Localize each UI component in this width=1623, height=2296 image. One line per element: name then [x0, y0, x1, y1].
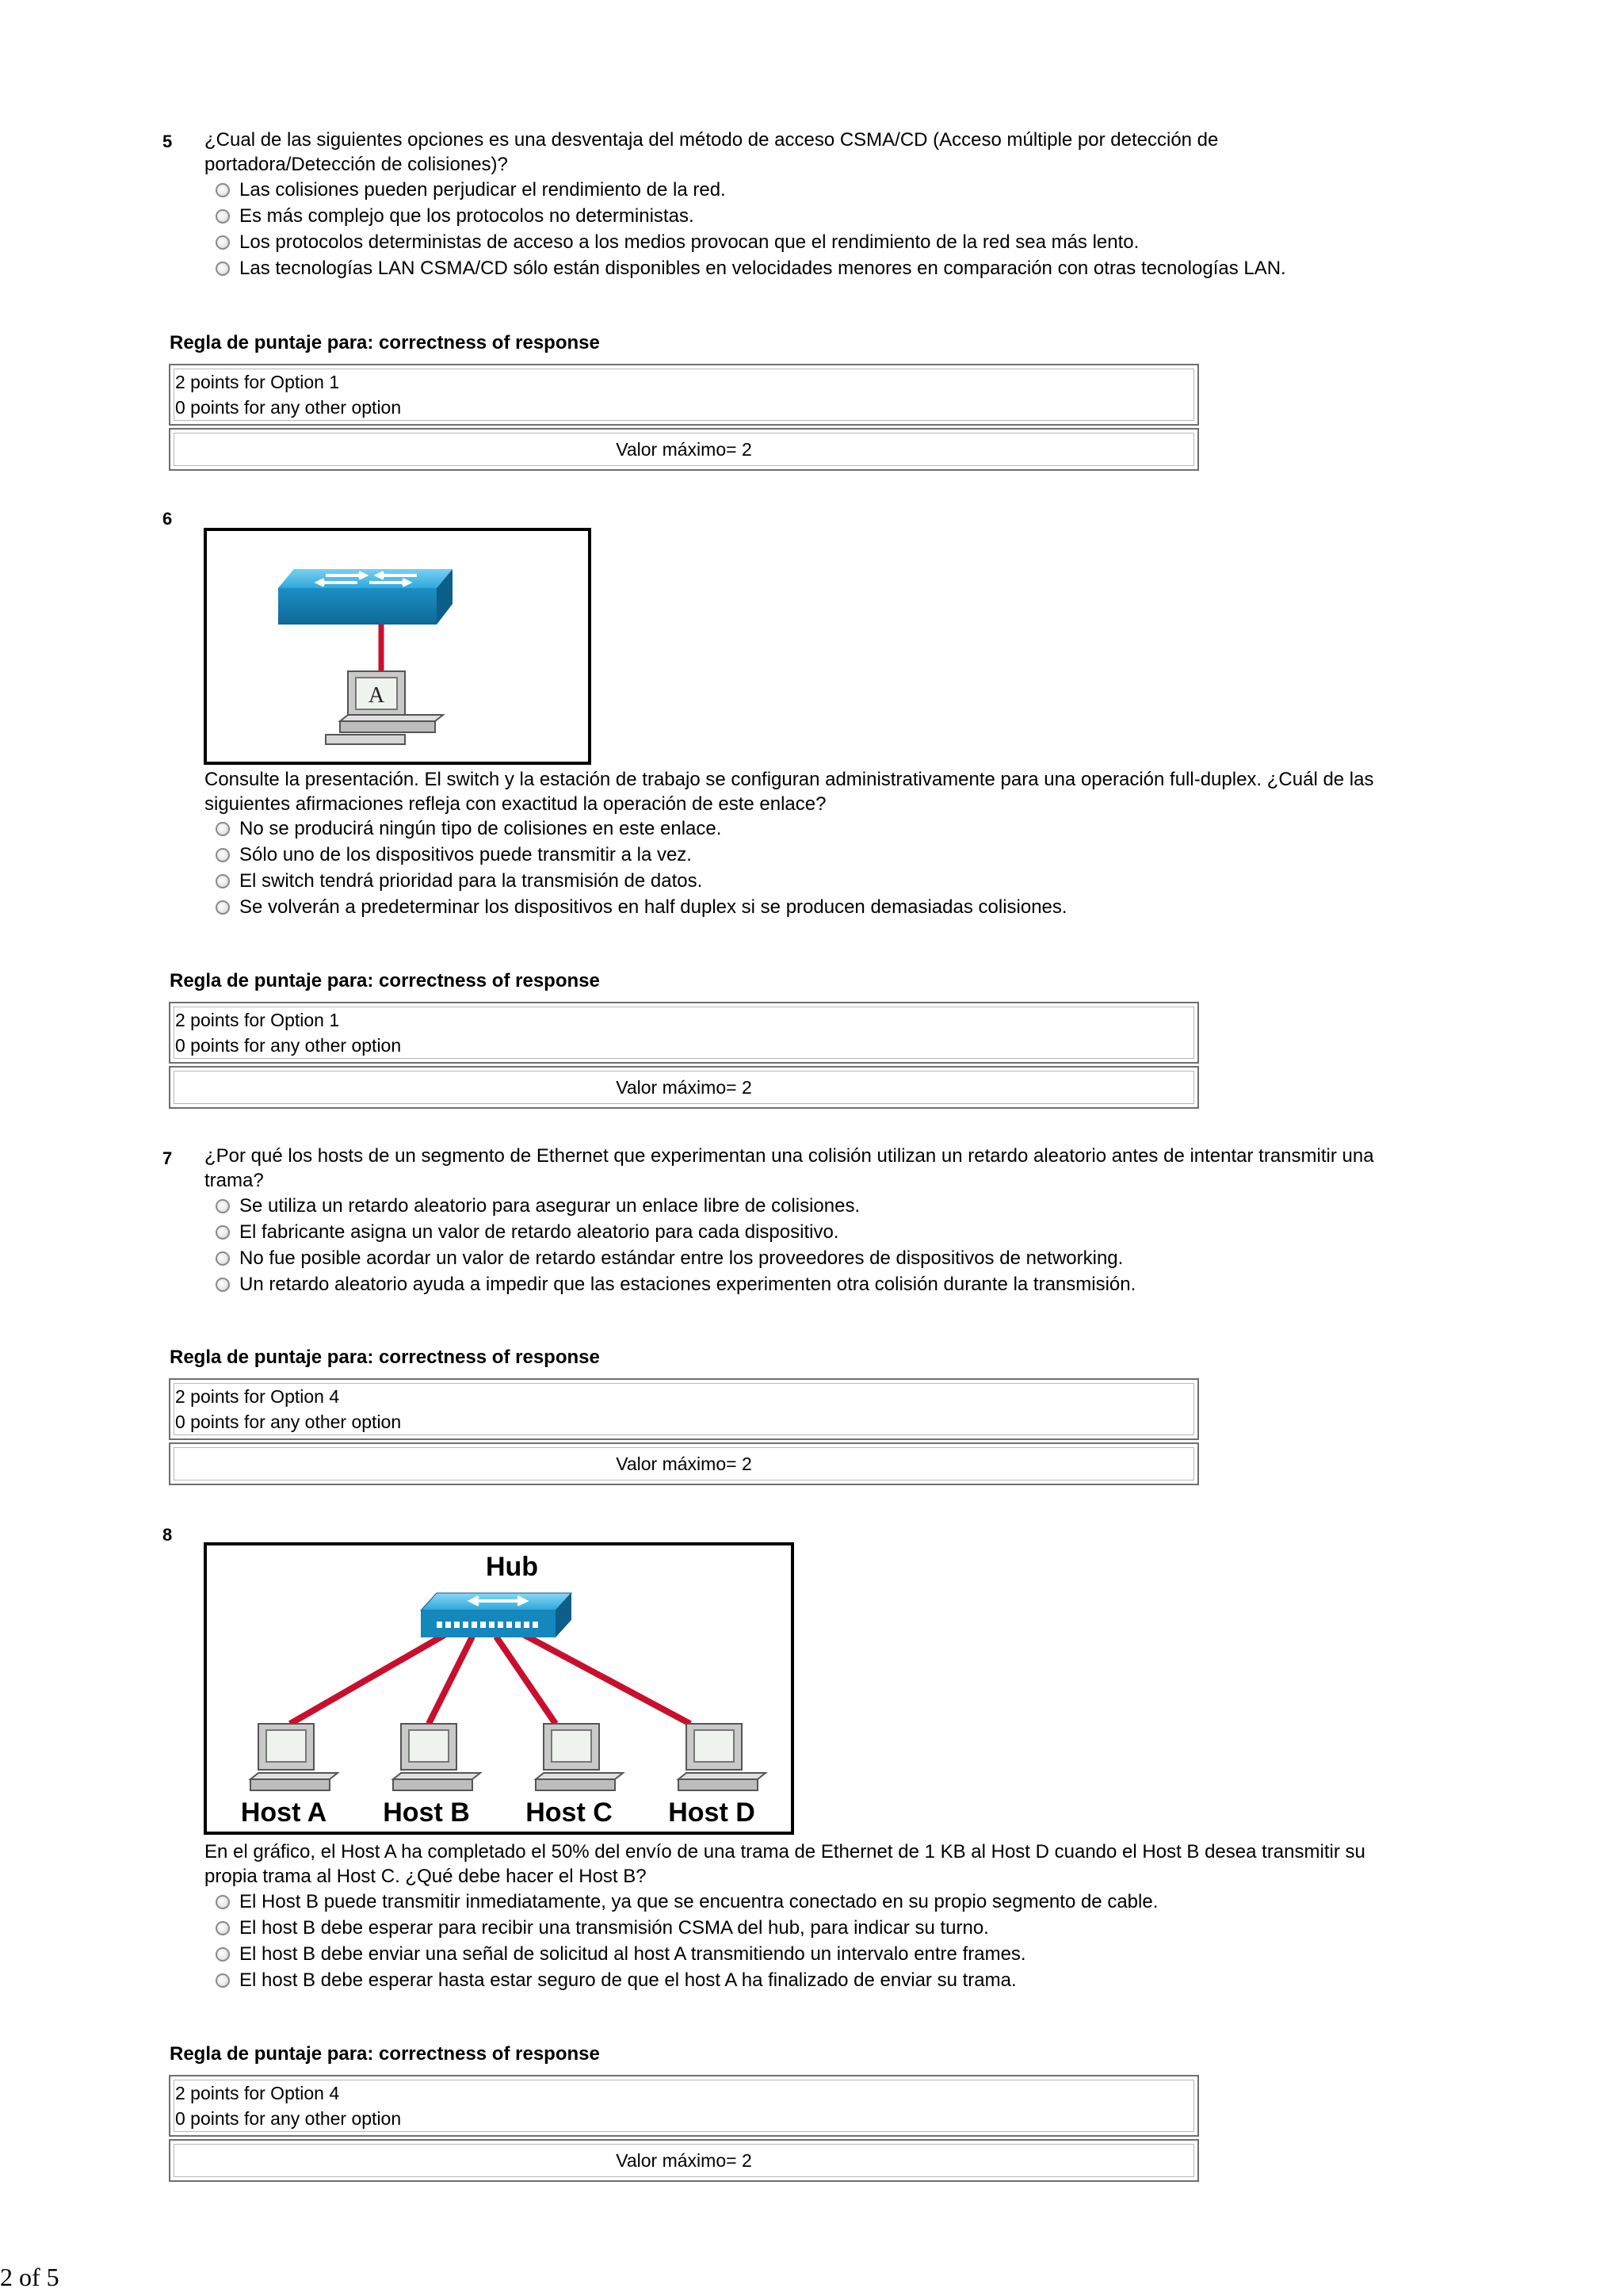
- points-line: 0 points for any other option: [175, 1035, 402, 1056]
- radio-button[interactable]: [216, 1973, 230, 1988]
- max-value: Valor máximo= 2: [616, 2150, 752, 2171]
- option-label: Las colisiones pueden perjudicar el rendimiento de la red.: [239, 179, 726, 201]
- max-value: Valor máximo= 2: [616, 1077, 752, 1098]
- option-4[interactable]: [216, 256, 1286, 281]
- workstation-icon: [326, 671, 443, 744]
- hub-network-diagram: [207, 1545, 791, 1832]
- host-a-label: Host A: [240, 1797, 327, 1828]
- points-line: 0 points for any other option: [175, 397, 402, 418]
- radio-button[interactable]: [216, 235, 230, 250]
- points-line: 2 points for Option 4: [175, 1386, 340, 1407]
- radio-button[interactable]: [216, 1225, 230, 1240]
- page-number: 2 of 5: [0, 2263, 59, 2291]
- question-number: 7: [162, 1148, 173, 1168]
- points-line: 2 points for Option 1: [175, 372, 340, 392]
- radio-button[interactable]: [216, 874, 230, 888]
- cable-host-a: [290, 1633, 449, 1724]
- option-label: Sólo uno de los dispositivos puede transmitir a la vez.: [239, 844, 692, 865]
- hub-icon: [421, 1593, 571, 1637]
- option-label: El host B debe esperar para recibir una transmisión CSMA del hub, para indicar su turno.: [239, 1917, 989, 1939]
- scoring-points-box: [169, 1378, 1199, 1440]
- radio-button[interactable]: [216, 1921, 230, 1935]
- radio-button[interactable]: [216, 209, 230, 223]
- radio-button[interactable]: [216, 1278, 230, 1292]
- option-label: El switch tendrá prioridad para la transmisión de datos.: [239, 870, 703, 892]
- option-label: Se utiliza un retardo aleatorio para asegurar un enlace libre de colisiones.: [239, 1195, 861, 1217]
- scoring-rule-title: Regla de puntaje para: correctness of response: [170, 332, 600, 353]
- option-label: Es más complejo que los protocolos no deterministas.: [239, 205, 694, 227]
- option-label: Los protocolos deterministas de acceso a los medios provocan que el rendimiento de la red sea más lento.: [239, 231, 1140, 253]
- host-b-label: Host B: [383, 1797, 470, 1828]
- question-text: ¿Por qué los hosts de un segmento de Ethernet que experimentan una colisión utilizan un retardo aleatorio antes de intentar transmitir una trama?: [204, 1145, 1374, 1191]
- radio-button[interactable]: [216, 822, 230, 836]
- scoring-points-box: [169, 1002, 1199, 1064]
- hub-network-figure: [204, 1542, 794, 1835]
- option-2[interactable]: [216, 204, 694, 228]
- points-line: 2 points for Option 1: [175, 1010, 340, 1030]
- radio-button[interactable]: [216, 900, 230, 915]
- scoring-points-box: [169, 2075, 1199, 2137]
- radio-button[interactable]: [216, 262, 230, 276]
- max-value-box: [169, 1066, 1199, 1109]
- option-1[interactable]: [216, 816, 721, 841]
- max-value: Valor máximo= 2: [616, 1454, 752, 1474]
- switch-icon: [278, 569, 453, 625]
- question-number: 6: [162, 509, 173, 529]
- option-label: No fue posible acordar un valor de retardo estándar entre los proveedores de dispositivos de networking.: [239, 1247, 1124, 1269]
- max-value: Valor máximo= 2: [616, 439, 752, 460]
- workstation-label: A: [368, 683, 385, 708]
- option-3[interactable]: [216, 1246, 1123, 1270]
- option-4[interactable]: [216, 1272, 1136, 1297]
- scoring-rule-title: Regla de puntaje para: correctness of response: [170, 2043, 600, 2065]
- option-label: No se producirá ningún tipo de colisiones en este enlace.: [239, 818, 722, 839]
- option-3[interactable]: [216, 230, 1139, 254]
- radio-button[interactable]: [216, 848, 230, 862]
- option-label: El fabricante asigna un valor de retardo aleatorio para cada dispositivo.: [239, 1221, 839, 1243]
- host-c-label: Host C: [525, 1797, 613, 1828]
- scoring-points-box: [169, 364, 1199, 426]
- scoring-rule-title: Regla de puntaje para: correctness of response: [170, 970, 600, 991]
- cable-host-b: [429, 1637, 472, 1724]
- question-text: ¿Cual de las siguientes opciones es una desventaja del método de acceso CSMA/CD (Acceso múltiple por detección de portadora/Detección de colisiones)?: [204, 129, 1219, 175]
- option-3[interactable]: [216, 1942, 1026, 1966]
- max-value-box: [169, 2139, 1199, 2182]
- option-2[interactable]: [216, 842, 692, 867]
- host-c-computer-icon: [536, 1724, 623, 1790]
- question-text: Consulte la presentación. El switch y la estación de trabajo se configuran administrativamente para una operación full-duplex. ¿Cuál de las siguientes afirmaciones refleja con exactitud la operación de este enlace?: [204, 769, 1374, 815]
- switch-workstation-diagram: [207, 531, 588, 762]
- host-a-computer-icon: [250, 1724, 338, 1790]
- question-number: 5: [162, 132, 173, 151]
- host-d-computer-icon: [678, 1724, 766, 1790]
- hub-label: Hub: [485, 1552, 539, 1582]
- option-3[interactable]: [216, 869, 702, 893]
- cables: [290, 1633, 690, 1724]
- option-4[interactable]: [216, 1968, 1017, 1992]
- max-value-box: [169, 428, 1199, 471]
- points-line: 0 points for any other option: [175, 2108, 402, 2129]
- option-label: Se volverán a predeterminar los dispositivos en half duplex si se producen demasiadas colisiones.: [239, 896, 1067, 918]
- host-d-label: Host D: [668, 1797, 755, 1828]
- radio-button[interactable]: [216, 1199, 230, 1213]
- radio-button[interactable]: [216, 183, 230, 197]
- option-label: Las tecnologías LAN CSMA/CD sólo están disponibles en velocidades menores en comparación con otras tecnologías LAN.: [239, 258, 1286, 279]
- option-label: Un retardo aleatorio ayuda a impedir que las estaciones experimenten otra colisión durante la transmisión.: [239, 1274, 1136, 1295]
- option-2[interactable]: [216, 1916, 989, 1940]
- question-number: 8: [162, 1525, 173, 1545]
- option-4[interactable]: [216, 895, 1067, 919]
- option-2[interactable]: [216, 1220, 838, 1244]
- option-1[interactable]: [216, 178, 726, 202]
- max-value-box: [169, 1442, 1199, 1485]
- question-text: En el gráfico, el Host A ha completado el 50% del envío de una trama de Ethernet de 1 KB al Host D cuando el Host B desea transmitir su propia trama al Host C. ¿Qué debe hacer el Host B?: [204, 1841, 1365, 1887]
- points-line: 0 points for any other option: [175, 1412, 402, 1432]
- option-label: El host B debe esperar hasta estar seguro de que el host A ha finalizado de enviar su trama.: [239, 1969, 1017, 1991]
- switch-workstation-figure: [204, 528, 591, 765]
- scoring-rule-title: Regla de puntaje para: correctness of response: [170, 1347, 600, 1368]
- radio-button[interactable]: [216, 1947, 230, 1962]
- radio-button[interactable]: [216, 1895, 230, 1909]
- host-b-computer-icon: [393, 1724, 480, 1790]
- option-label: El host B debe enviar una señal de solicitud al host A transmitiendo un intervalo entre frames.: [239, 1943, 1026, 1965]
- radio-button[interactable]: [216, 1251, 230, 1266]
- option-label: El Host B puede transmitir inmediatamente, ya que se encuentra conectado en su propio segmento de cable.: [239, 1891, 1159, 1912]
- points-line: 2 points for Option 4: [175, 2083, 340, 2103]
- option-1[interactable]: [216, 1889, 1158, 1914]
- option-1[interactable]: [216, 1194, 860, 1218]
